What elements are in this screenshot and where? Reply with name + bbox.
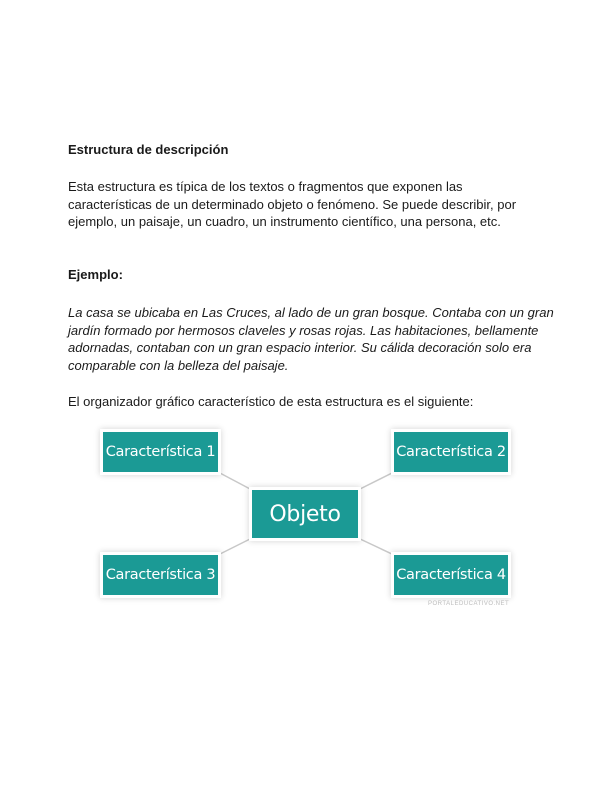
node-object: Objeto [252, 490, 358, 538]
connector-line-3 [218, 538, 252, 555]
connector-line-1 [218, 472, 252, 490]
example-text: La casa se ubicaba en Las Cruces, al lado de un gran bosque. Contaba con un gran jardín formado por hermosos claveles y rosas rojas. Las habitaciones, bellamente adornadas, contaban con un gran espacio interior. Su cálida decoración solo era comparable con la belleza del paisaje. [68, 305, 554, 373]
connector-line-2 [358, 472, 394, 490]
watermark: PORTALEDUCATIVO.NET [428, 601, 510, 607]
description-paragraph: Esta estructura es típica de los textos o fragmentos que exponen las características de un determinado objeto o fenómeno. Se puede describir, por ejemplo, un paisaje, un cuadro, un instrumento científico, una persona, etc. [68, 179, 517, 229]
node-characteristic-2: Característica 2 [394, 432, 508, 472]
connector-line-4 [358, 538, 394, 555]
node-characteristic-4: Característica 4 [394, 555, 508, 595]
diagram-intro: El organizador gráfico característico de esta estructura es el siguiente: [68, 394, 474, 409]
example-label: Ejemplo: [68, 267, 123, 282]
node-characteristic-1: Característica 1 [103, 432, 218, 472]
node-characteristic-3: Característica 3 [103, 555, 218, 595]
section-heading: Estructura de descripción [68, 142, 229, 157]
